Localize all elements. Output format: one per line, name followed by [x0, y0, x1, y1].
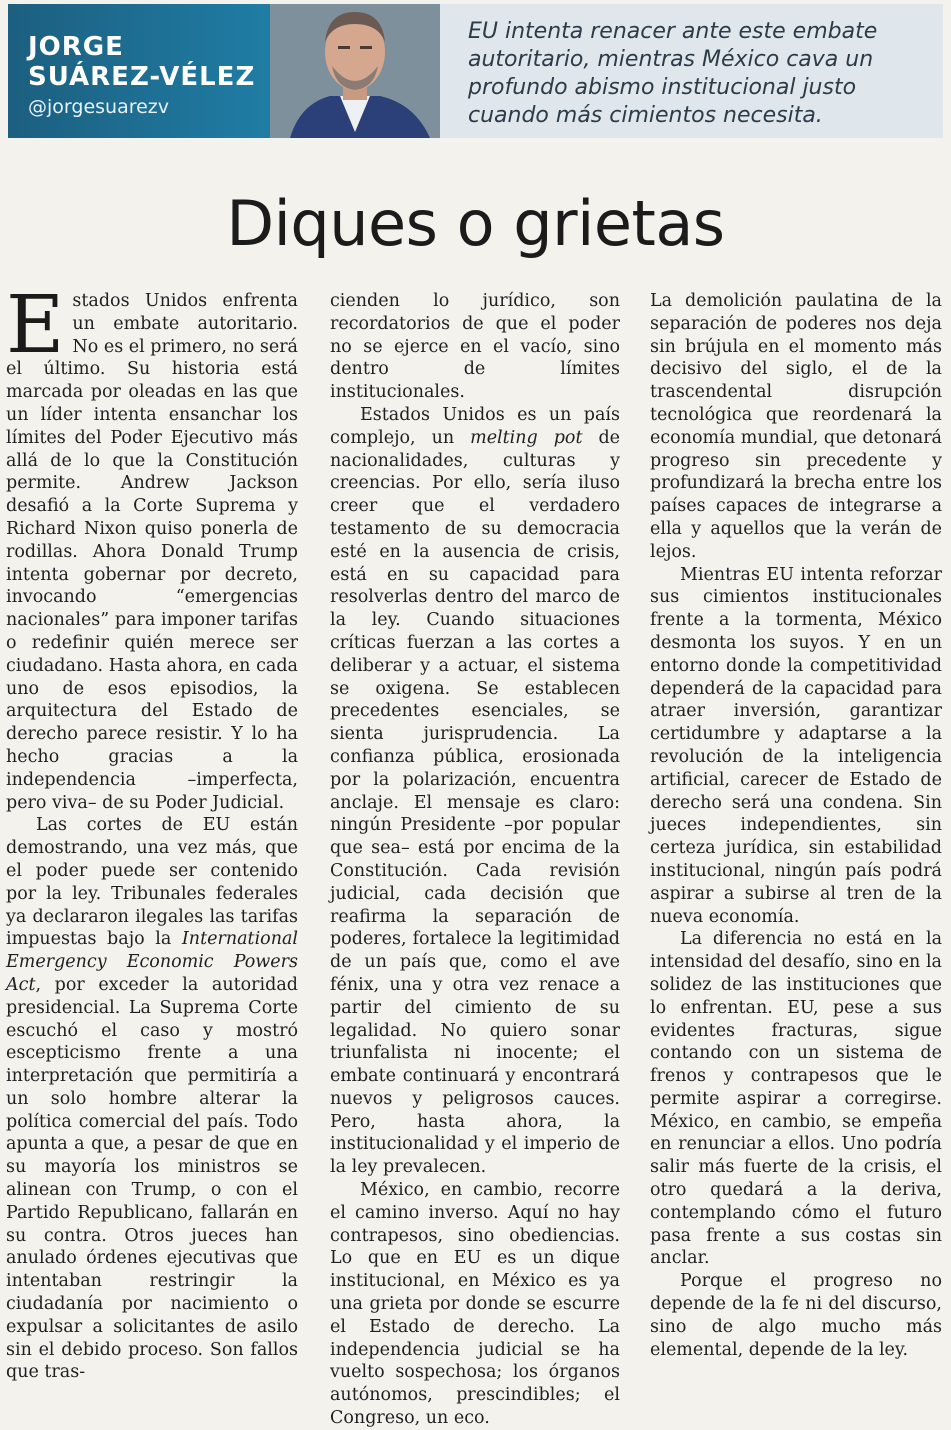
italic-title: International Emergency Economic Powers Act	[6, 929, 298, 995]
article-column-1	[6, 278, 298, 1384]
article-column-3	[650, 290, 942, 1361]
paragraph-text: stados Unidos enfrenta un embate autoritario. No es el primero, no será el último. Su historia está marcada por oleadas en las que un líder intenta ensanchar los límites del Poder Ejecutivo más allá de lo que la Constitución permite. Andrew Jackson desafió a la Corte Suprema y Richard Nixon quiso ponerla de rodillas. Ahora Donald Trump intenta gobernar por decreto, invocando “emergencias nacionales” para imponer tarifas o redefinir quién merece ser ciudadano. Hasta ahora, en cada uno de esos episodios, la arquitectura del Estado de derecho parece resistir. Y lo ha hecho gracias a la independencia –imperfecta, pero viva– de su Poder Judicial.	[6, 291, 298, 813]
paragraph	[330, 404, 620, 1179]
article-column-2	[330, 290, 620, 1430]
paragraph: cienden lo jurídico, son recordatorios de que el poder no se ejerce en el vacío, sino dentro de límites institucionales.	[330, 291, 620, 403]
paragraph: Porque el progreso no depende de la fe ni del discurso, sino de algo mucho más elemental, depende de la ley.	[650, 1271, 942, 1360]
lede-quote: EU intenta renacer ante este embate autoritario, mientras México cava un profundo abismo institucional justo cuando más cimientos necesita.	[468, 19, 878, 128]
drop-cap: E	[6, 278, 65, 371]
paragraph-text: Estados Unidos es un país complejo, un	[330, 404, 620, 448]
paragraph: La diferencia no está en la intensidad del desafío, sino en la solidez de las instituciones que lo enfrentan. EU, pese a sus evidentes fracturas, sigue contando con un sistema de frenos y contrapesos que le permite aspirar a corregirse. México, en cambio, se empeña en renunciar a ellos. Uno podría salir más fuerte de la crisis, el otro quedará a la deriva, contemplando cómo el futuro pasa frente a sus costas sin anclar.	[650, 929, 942, 1269]
paragraph	[6, 814, 298, 1384]
article-headline: Diques o grietas	[226, 187, 725, 260]
paragraph: México, en cambio, recorre el camino inverso. Aquí no hay contrapesos, sino obediencias. Lo que en EU es un dique institucional, en México es ya una grieta por donde se escurre el Estado de derecho. La independencia judicial se ha vuelto sospechosa; los órganos autónomos, prescindibles; el Congreso, un eco.	[330, 1180, 620, 1429]
author-first-name: JORGE	[28, 32, 124, 62]
author-banner	[8, 4, 440, 138]
author-name	[28, 32, 268, 92]
article-body	[0, 278, 951, 1429]
paragraph-text: de nacionalidades, culturas y creencias. Por ello, sería iluso creer que el verdadero testamento de su democracia esté en la ausencia de crisis, está en su capacidad para resolverlas dentro del marco de la ley. Cuando situaciones críticas fuerzan a las cortes a deliberar y a actuar, el sistema se oxigena. Se establecen precedentes esenciales, se sienta jurisprudencia. La confianza pública, erosionada por la polarización, encuentra anclaje. El mensaje es claro: ningún Presidente –por popular que sea– está por encima de la Constitución. Cada revisión judicial, cada decisión que reafirma la separación de poderes, fortalece la legitimidad de un país que, como el ave fénix, una y otra vez renace a partir del cimiento de su legalidad. No quiero sonar triunfalista ni inocente; el embate continuará y encontrará nuevos y peligrosos cauces. Pero, hasta ahora, la institucionalidad y el imperio de la ley prevalecen.	[330, 427, 621, 1178]
author-photo	[270, 4, 440, 138]
paragraph-text: Las cortes de EU están demostrando, una vez más, que el poder puede ser contenido por la ley. Tribunales federales ya declararon ilegales las tarifas impuestas bajo la	[6, 815, 298, 950]
paragraph-text: , por exceder la autoridad presidencial. La Suprema Corte escuchó el caso y mostró escepticismo frente a una interpretación que permitiría a un solo hombre alterar la política comercial del país. Todo apunta a que, a pesar de que en su mayoría los ministros se alinean con Trump, o con el Partido Republicano, fallarán en su contra. Otros jueces han anulado órdenes ejecutivas que intentaban restringir la ciudadanía por nacimiento o expulsar a solicitantes de asilo sin el debido proceso. Son fallos que tras-	[6, 974, 298, 1383]
paragraph: Mientras EU intenta reforzar sus cimientos institucionales frente a la tormenta, México desmonta los suyos. Y en un entorno donde la competitividad dependerá de la capacidad para atraer inversión, garantizar certidumbre y adaptarse a la revolución de la inteligencia artificial, carecer de Estado de derecho será una condena. Sin jueces independientes, sin certeza jurídica, sin estabilidad institucional, ningún país podrá aspirar a subirse al tren de la nueva economía.	[650, 564, 942, 927]
author-handle: @jorgesuarezv	[28, 96, 170, 118]
author-last-name: SUÁREZ-VÉLEZ	[28, 62, 256, 92]
paragraph: La demolición paulatina de la separación de poderes nos deja sin brújula en el momento más decisivo del siglo, el de la trascendental disrupción tecnológica que reordenará la economía mundial, que detonará progreso sin precedente y profundizará la brecha entre los países capaces de integrarse a ella y aquellos que la verán de lejos.	[650, 291, 942, 562]
paragraph	[6, 278, 298, 814]
italic-term: melting pot	[470, 427, 583, 448]
column-header	[8, 4, 943, 138]
